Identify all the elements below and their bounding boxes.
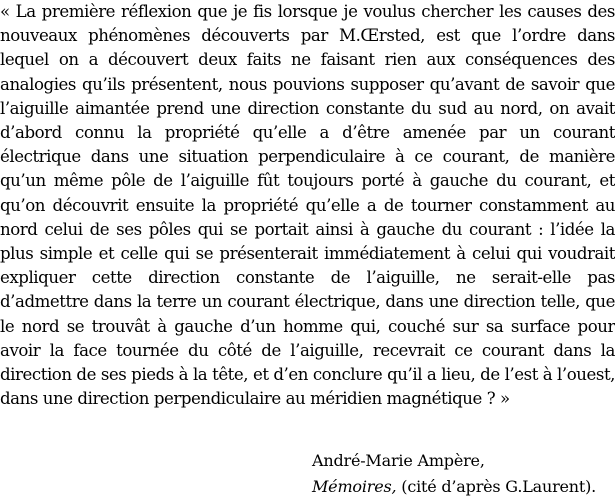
attribution-block	[312, 448, 612, 500]
work-title: Mémoires,	[312, 477, 397, 496]
author-line: André-Marie Ampère,	[312, 451, 485, 470]
quote-paragraph: « La première réflexion que je fis lorsque je voulus chercher les causes des nouveaux phénomènes découverts par M.Œrsted, est que l’ordre dans lequel on a découvert deux faits ne faisant rien aux conséquences des analogies qu’ils présentent, nous pouvions supposer qu’avant de savoir que l’aiguille aimantée prend une direction constante du sud au nord, on avait d’abord connu la propriété qu’elle a d’être amenée par un courant électrique dans une situation perpendiculaire à ce courant, de manière qu’un même pôle de l’aiguille fût toujours porté à gauche du courant, et qu’on découvrit ensuite la propriété qu’elle a de tourner constamment au nord celui de ses pôles qui se portait ainsi à gauche du courant : l’idée la plus simple et celle qui se présenterait immédiatement à celui qui voudrait expliquer cette direction constante de l’aiguille, ne serait-elle pas d’admettre dans la terre un courant électrique, dans une direction telle, que le nord se trouvât à gauche d’un homme qui, couché sur sa surface pour avoir la face tournée du côté de l’aiguille, recevrait ce courant dans la direction de ses pieds à la tête, et d’en conclure qu’il a lieu, de l’est à l’ouest, dans une direction perpendiculaire au méridien magnétique ? »	[0, 2, 615, 409]
source-note: (cité d’après G.Laurent).	[396, 477, 597, 496]
source-line	[312, 474, 612, 500]
